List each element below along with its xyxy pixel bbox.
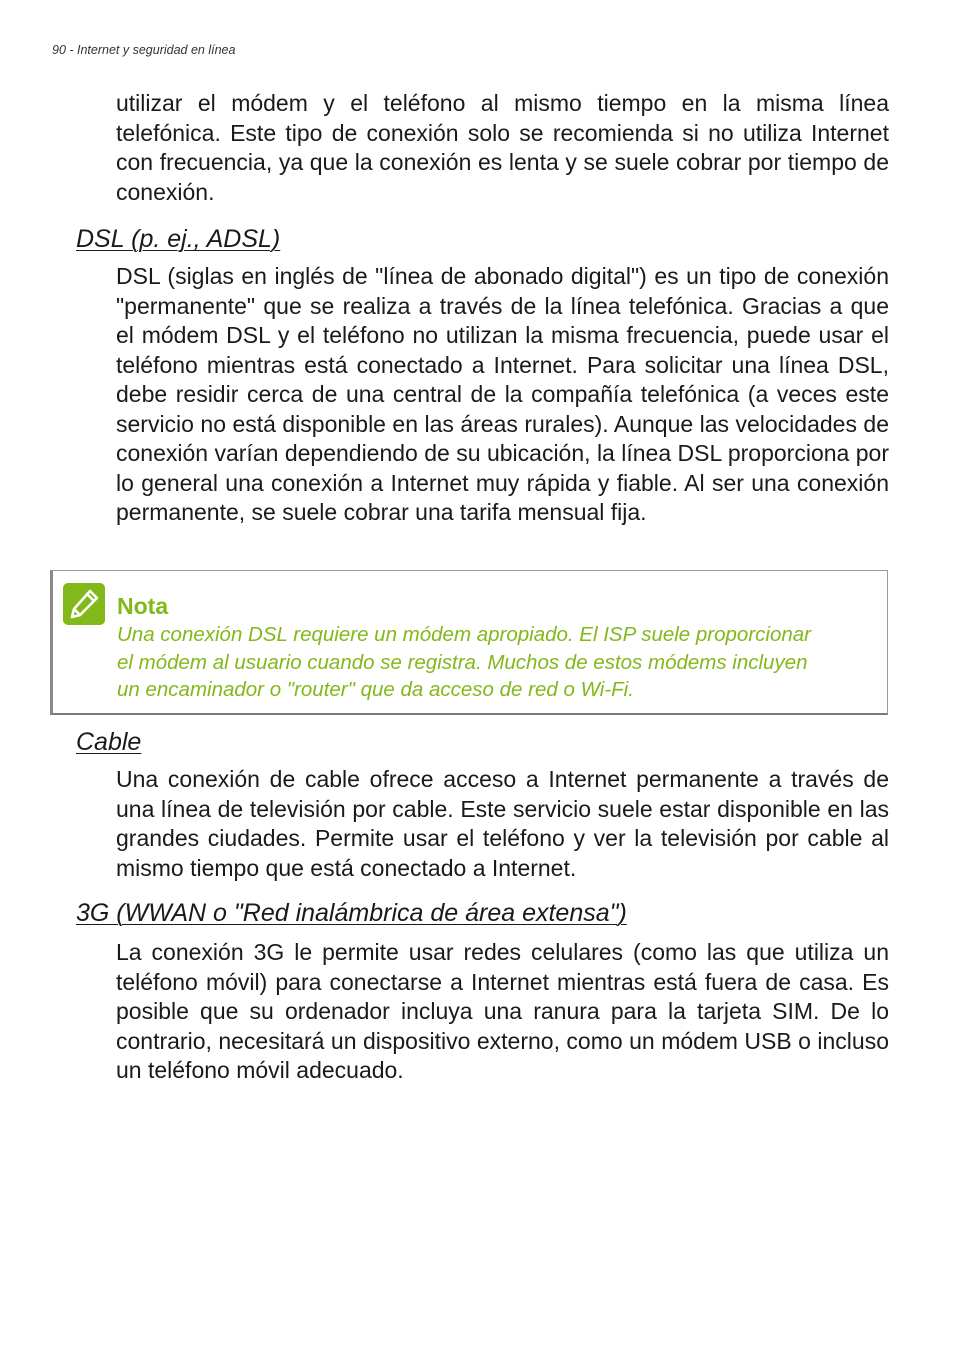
section-body-cable: Una conexión de cable ofrece acceso a Internet permanente a través de una línea de televisión por cable. Este servicio suele estar disponible en las grandes ciudades. Permite usar el teléfono y ver la televisión por cable al mismo tiempo que está conectado a Internet.: [116, 766, 889, 881]
note-line: el módem al usuario cuando se registra. Muchos de estos módems incluyen: [117, 650, 808, 674]
section-body-3g: La conexión 3G le permite usar redes celulares (como las que utiliza un teléfono móvil) para conectarse a Internet mientras está fuera de casa. Es posible que su ordenador incluya una ranura para la tarjeta SIM. De lo contrario, necesitará un dispositivo externo, como un módem USB o incluso un teléfono móvil adecuado.: [116, 939, 889, 1083]
pencil-icon: [63, 583, 105, 625]
section-heading-dsl: DSL (p. ej., ADSL): [76, 225, 281, 253]
section-heading-cable: Cable: [76, 728, 142, 756]
running-header: 90 - Internet y seguridad en línea: [52, 43, 236, 57]
note-line: un encaminador o "router" que da acceso de red o Wi-Fi.: [117, 678, 634, 701]
note-box: [50, 570, 888, 715]
note-line: Una conexión DSL requiere un módem apropiado. El ISP suele proporcionar: [117, 623, 811, 646]
section-body-dsl: DSL (siglas en inglés de "línea de abonado digital") es un tipo de conexión "permanente" que se realiza a través de la línea telefónica. Gracias a que el módem DSL y el teléfono no utilizan la misma frecuencia, puede usar el teléfono mientras está conectado a Internet. Para solicitar una línea DSL, debe residir cerca de una central de la compañía telefónica (a veces este servicio no está disponible en las áreas rurales). Aunque las velocidades de conexión varían dependiendo de su ubicación, la línea DSL proporciona por lo general una conexión a Internet muy rápida y fiable. Al ser una conexión permanente, se suele cobrar una tarifa mensual fija.: [116, 263, 889, 525]
note-body: [117, 621, 887, 704]
section-heading-3g: 3G (WWAN o "Red inalámbrica de área extensa"): [76, 899, 627, 927]
intro-paragraph: utilizar el módem y el teléfono al mismo tiempo en la misma línea telefónica. Este tipo de conexión solo se recomienda si no utiliza Internet con frecuencia, ya que la conexión es lenta y se suele cobrar por tiempo de conexión.: [116, 90, 889, 205]
note-title: Nota: [117, 593, 169, 619]
